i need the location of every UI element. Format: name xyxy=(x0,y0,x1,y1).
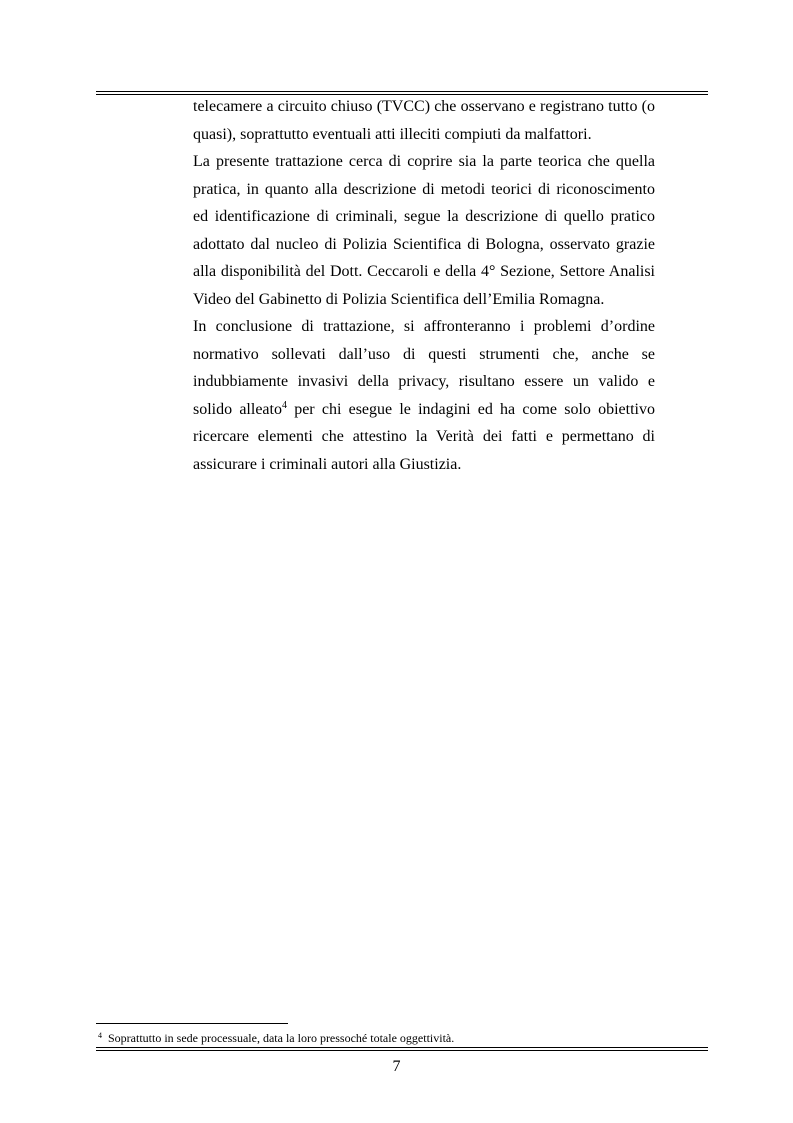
footnote-separator xyxy=(96,1023,288,1024)
text-line: quasi), soprattutto eventuali atti illeciti compiuti da malfattori. xyxy=(193,125,592,143)
footnote-reference[interactable]: 4 xyxy=(281,399,287,411)
paragraph-1 xyxy=(193,93,655,148)
text-line: Video del Gabinetto di Polizia Scientifica dell’Emilia Romagna. xyxy=(193,290,605,308)
text-line: assicurare i criminali autori alla Giustizia. xyxy=(193,455,462,473)
text-line: ricercare elementi che attestino la Verità dei fatti e permettano di xyxy=(193,428,655,445)
paragraph-3 xyxy=(193,313,655,478)
footer-rule-bottom xyxy=(96,1050,708,1051)
body-text xyxy=(193,93,655,478)
footnote-mark: 4 xyxy=(98,1031,102,1040)
text-line: adottato dal nucleo di Polizia Scientifica di Bologna, osservato grazie xyxy=(193,235,655,253)
text-fragment: solido alleato xyxy=(193,400,282,418)
text-line-with-footnote-ref xyxy=(193,396,655,424)
footnote xyxy=(96,1031,708,1046)
paragraph-2 xyxy=(193,148,655,313)
text-line: ed identificazione di criminali, segue la descrizione di quello pratico xyxy=(193,208,655,225)
text-line: normativo sollevati dall’uso di questi strumenti che, anche se xyxy=(193,345,655,363)
text-line: indubbiamente invasivi della privacy, risultano essere un valido e xyxy=(193,373,655,390)
footnote-text: Soprattutto in sede processuale, data la loro pressoché totale oggettività. xyxy=(108,1031,455,1045)
header-rule-top xyxy=(96,91,708,92)
footer-rule-top xyxy=(96,1047,708,1048)
text-line: telecamere a circuito chiuso (TVCC) che osservano e registrano tutto (o xyxy=(193,98,655,115)
text-line: alla disponibilità del Dott. Ceccaroli e della 4° Sezione, Settore Analisi xyxy=(193,263,655,280)
text-line: In conclusione di trattazione, si affronteranno i problemi d’ordine xyxy=(193,318,655,335)
text-line: pratica, in quanto alla descrizione di metodi teorici di riconoscimento xyxy=(193,180,655,198)
text-line: La presente trattazione cerca di coprire sia la parte teorica che quella xyxy=(193,153,655,170)
text-fragment: per chi esegue le indagini ed ha come solo obiettivo xyxy=(286,400,655,418)
page-number: 7 xyxy=(392,1058,401,1075)
